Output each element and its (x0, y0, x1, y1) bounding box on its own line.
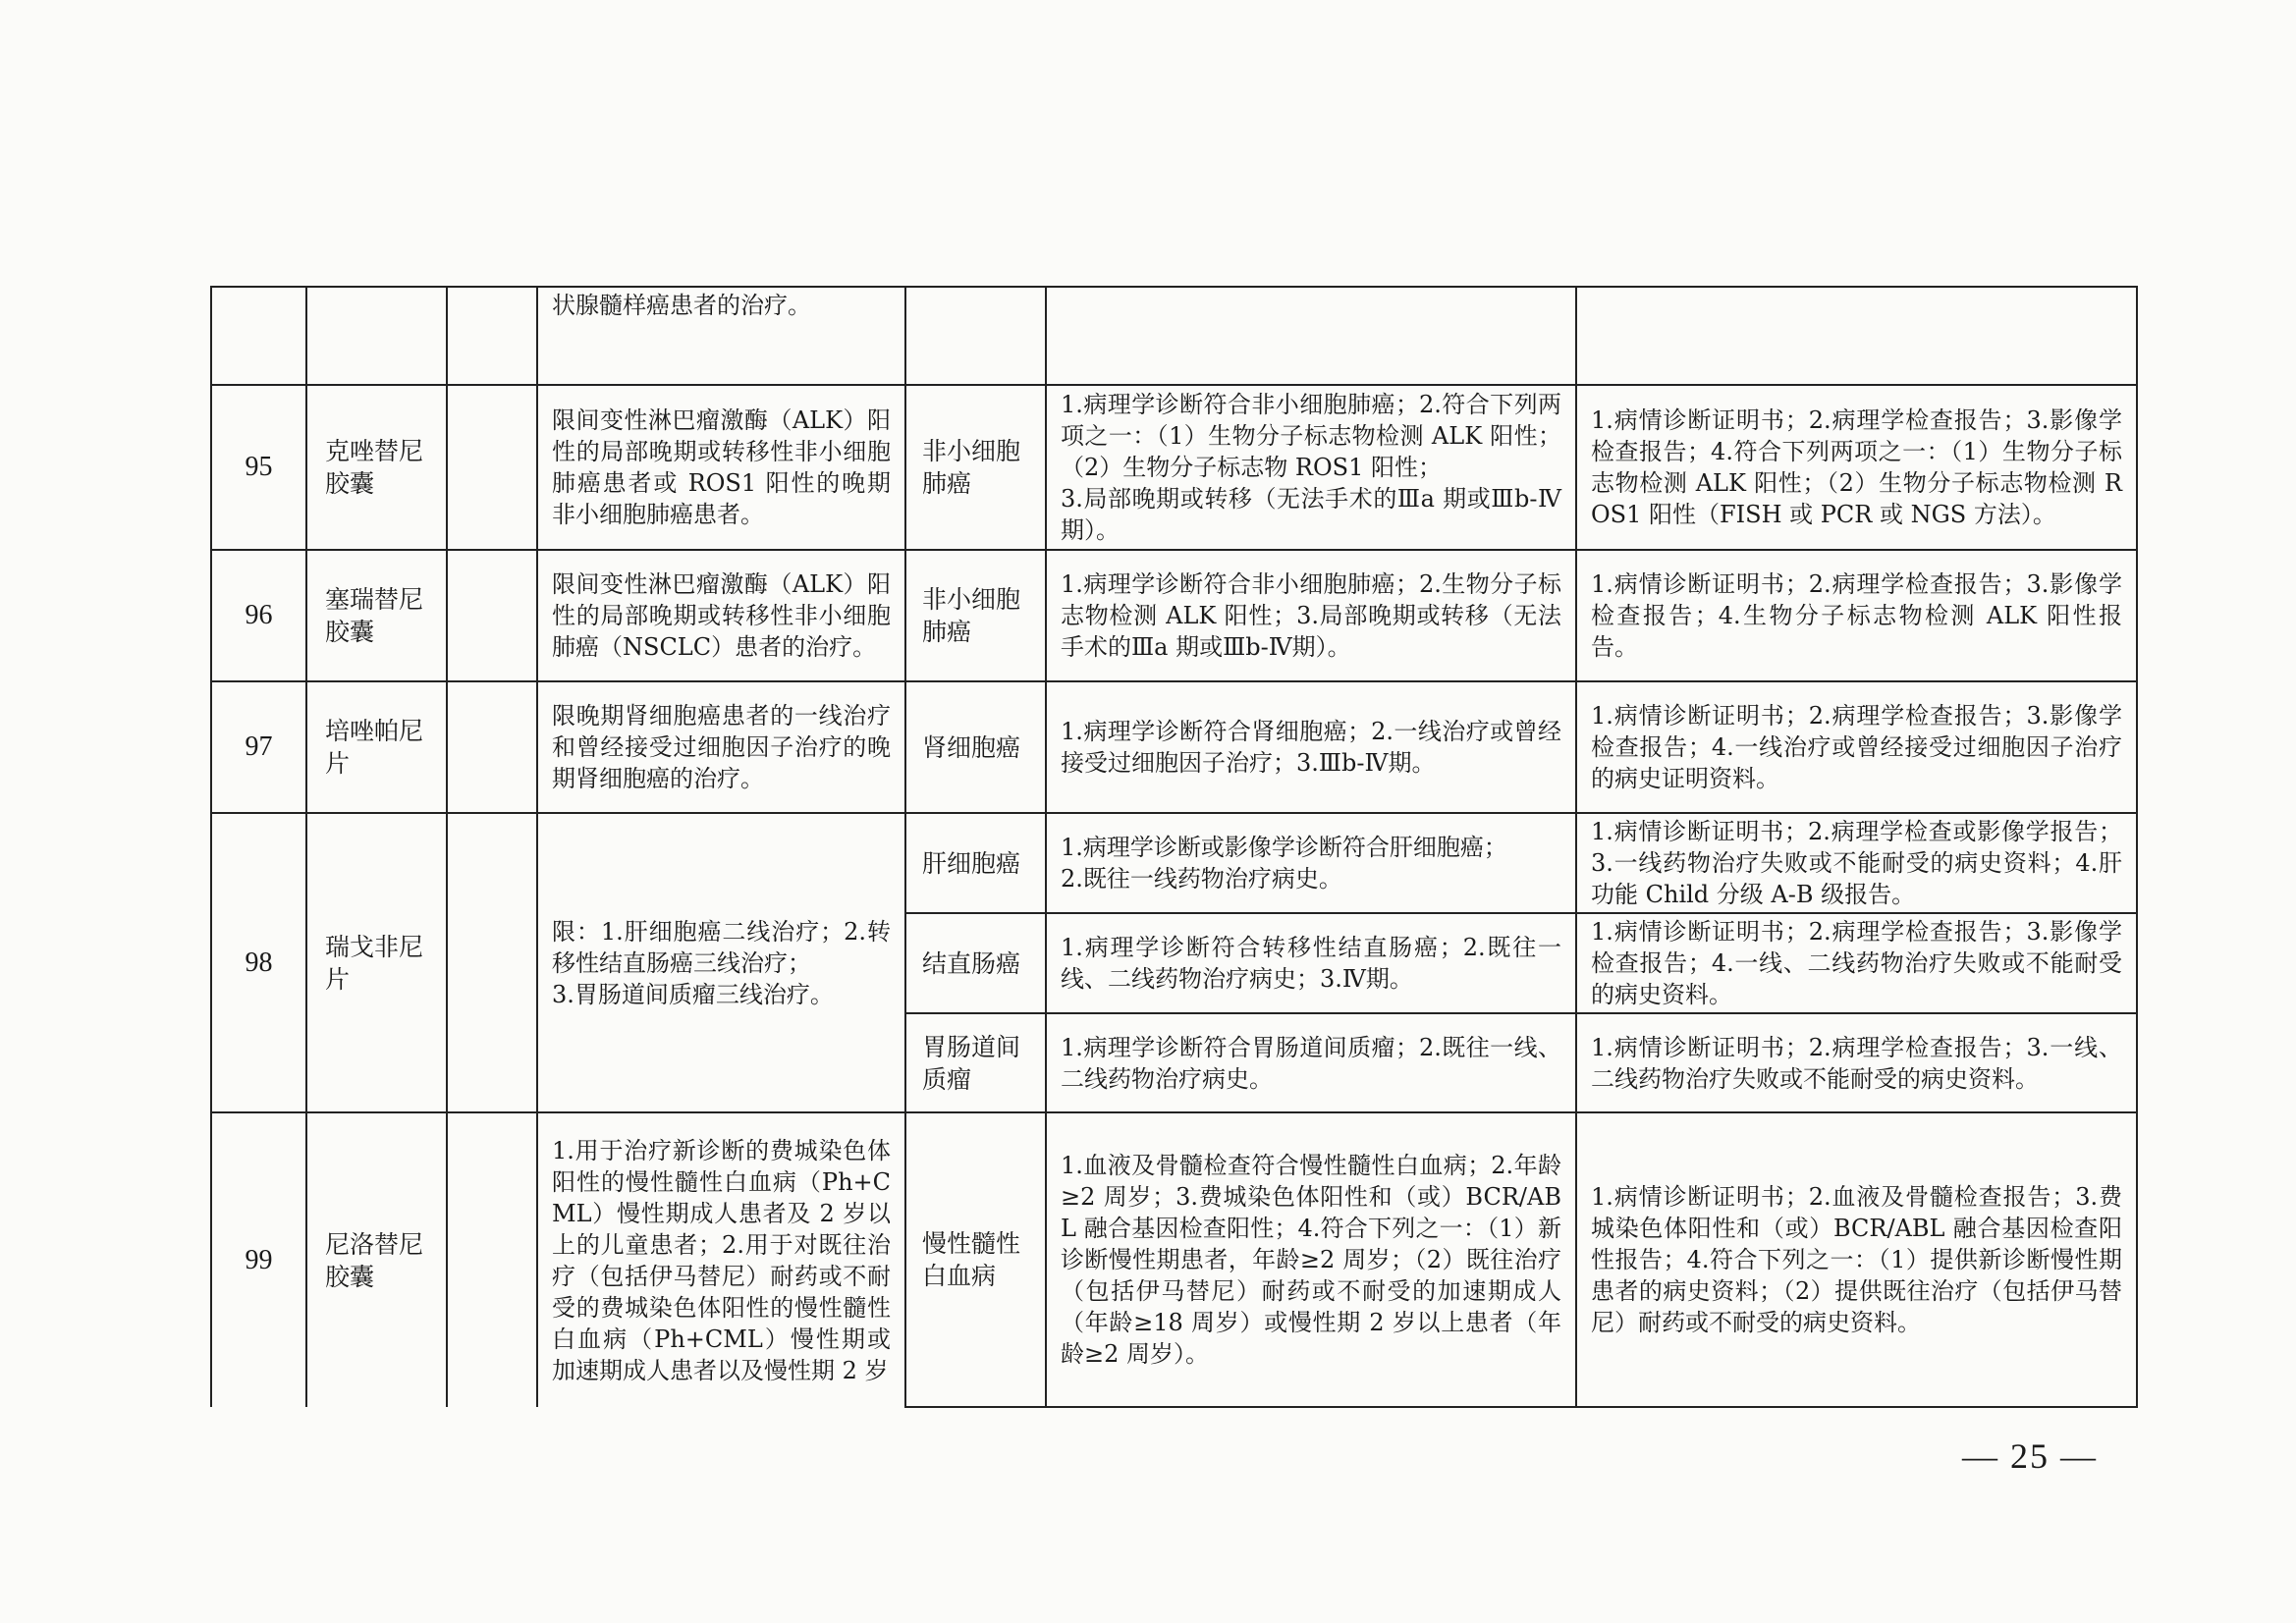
drug-name: 培唑帕尼 片 (325, 717, 424, 778)
number-cell (211, 287, 306, 385)
blank-cell (447, 1112, 537, 1407)
materials-cell (1576, 1013, 2137, 1112)
criteria-cell (1046, 913, 1576, 1013)
criteria-cell (1046, 287, 1576, 385)
criteria-cell (1046, 385, 1576, 550)
table-row-continued (211, 287, 2137, 385)
restriction-text: 限间变性淋巴瘤激酶（ALK）阳性的局部晚期或转移性非小细胞肺癌（NSCLC）患者的治疗。 (552, 570, 891, 661)
drug-name-cell (306, 813, 447, 1112)
drug-name: 瑞戈非尼 片 (325, 932, 424, 994)
materials-text: 1.病情诊断证明书；2.病理学检查报告；3.影像学检查报告；4.生物分子标志物检测 ALK 阳性报告。 (1591, 570, 2122, 661)
disease-name: 肝细胞癌 (922, 848, 1021, 878)
disease-cell (905, 550, 1046, 681)
drug-name-cell (306, 385, 447, 550)
blank-cell (447, 287, 537, 385)
restriction-text: 限：1.肝细胞癌二线治疗；2.转移性结直肠癌三线治疗； 3.胃肠道间质瘤三线治疗。 (552, 917, 891, 1008)
drug-name-cell (306, 287, 447, 385)
criteria-text: 1.病理学诊断符合非小细胞肺癌；2.符合下列两项之一：（1）生物分子标志物检测 ALK 阳性；（2）生物分子标志物 ROS1 阳性； 3.局部晚期或转移（无法手术的Ⅲa 期或Ⅲb-Ⅳ期）。 (1061, 391, 1561, 544)
materials-cell (1576, 913, 2137, 1013)
drug-name-cell (306, 1112, 447, 1407)
restriction-text: 限间变性淋巴瘤激酶（ALK）阳性的局部晚期或转移性非小细胞肺癌患者或 ROS1 阳性的晚期非小细胞肺癌患者。 (552, 406, 891, 528)
materials-text: 1.病情诊断证明书；2.病理学检查报告；3.影像学检查报告；4.一线治疗或曾经接受过细胞因子治疗的病史证明资料。 (1591, 702, 2122, 792)
materials-cell (1576, 550, 2137, 681)
restriction-cell (537, 385, 905, 550)
materials-cell (1576, 681, 2137, 813)
drug-name: 尼洛替尼 胶囊 (325, 1229, 424, 1291)
criteria-cell (1046, 1112, 1576, 1407)
drug-name-cell (306, 550, 447, 681)
restriction-cell (537, 813, 905, 1112)
materials-text: 1.病情诊断证明书；2.血液及骨髓检查报告；3.费城染色体阳性和（或）BCR/ABL 融合基因检查阳性报告；4.符合下列之一：（1）提供新诊断慢性期患者的病史资料；（2）提供既往治疗（包括伊马替尼）耐药或不耐受的病史资料。 (1591, 1183, 2122, 1336)
disease-cell (905, 913, 1046, 1013)
materials-cell (1576, 385, 2137, 550)
drug-name: 克唑替尼 胶囊 (325, 437, 424, 498)
disease-name: 慢性髓性 白血病 (922, 1229, 1021, 1290)
table-row (211, 813, 2137, 913)
row-number: 99 (211, 1112, 306, 1407)
restriction-text: 1.用于治疗新诊断的费城染色体阳性的慢性髓性白血病（Ph+CML）慢性期成人患者及 2 岁以上的儿童患者；2.用于对既往治疗（包括伊马替尼）耐药或不耐受的费城染色体阳性的慢性髓性白血病（Ph+CML）慢性期或加速期成人患者以及慢性期 2 岁 (552, 1136, 891, 1384)
criteria-text: 1.病理学诊断符合转移性结直肠癌；2.既往一线、二线药物治疗病史；3.Ⅳ期。 (1061, 934, 1561, 993)
blank-cell (447, 813, 537, 1112)
materials-cell (1576, 1112, 2137, 1407)
blank-cell (447, 681, 537, 813)
blank-cell (447, 385, 537, 550)
blank-cell (447, 550, 537, 681)
drug-name: 塞瑞替尼 胶囊 (325, 585, 424, 646)
disease-cell (905, 813, 1046, 913)
criteria-text: 1.病理学诊断符合非小细胞肺癌；2.生物分子标志物检测 ALK 阳性；3.局部晚期或转移（无法手术的Ⅲa 期或Ⅲb-Ⅳ期）。 (1061, 570, 1561, 661)
restriction-cell (537, 550, 905, 681)
materials-text: 1.病情诊断证明书；2.病理学检查报告；3.影像学检查报告；4.一线、二线药物治疗失败或不能耐受的病史资料。 (1591, 918, 2122, 1008)
criteria-text: 1.病理学诊断符合肾细胞癌；2.一线治疗或曾经接受过细胞因子治疗；3.Ⅲb-Ⅳ期。 (1061, 718, 1561, 777)
row-number: 95 (211, 385, 306, 550)
criteria-text: 1.病理学诊断符合胃肠道间质瘤；2.既往一线、二线药物治疗病史。 (1061, 1033, 1561, 1093)
disease-name: 非小细胞 肺癌 (922, 585, 1021, 646)
table-row (211, 385, 2137, 550)
disease-cell (905, 681, 1046, 813)
materials-text: 1.病情诊断证明书；2.病理学检查或影像学报告；3.一线药物治疗失败或不能耐受的病史资料；4.肝功能 Child 分级 A-B 级报告。 (1591, 818, 2122, 908)
disease-cell (905, 385, 1046, 550)
criteria-cell (1046, 550, 1576, 681)
criteria-text: 1.病理学诊断或影像学诊断符合肝细胞癌； 2.既往一线药物治疗病史。 (1061, 834, 1507, 893)
disease-name: 非小细胞 肺癌 (922, 437, 1021, 498)
page-number: — 25 — (1962, 1436, 2098, 1476)
restriction-cell (537, 287, 905, 385)
row-number: 97 (211, 681, 306, 813)
materials-cell (1576, 813, 2137, 913)
row-number: 98 (211, 813, 306, 1112)
criteria-cell (1046, 1013, 1576, 1112)
drug-name-cell (306, 681, 447, 813)
table-row (211, 1112, 2137, 1407)
drug-table-container (210, 286, 2138, 1408)
materials-cell (1576, 287, 2137, 385)
criteria-cell (1046, 681, 1576, 813)
table-row (211, 681, 2137, 813)
table-row (211, 550, 2137, 681)
disease-name: 结直肠癌 (922, 948, 1021, 978)
page-number-value: 25 (2010, 1436, 2050, 1476)
restriction-text: 状腺髓样癌患者的治疗。 (552, 292, 811, 319)
materials-text: 1.病情诊断证明书；2.病理学检查报告；3.影像学检查报告；4.符合下列两项之一：（1）生物分子标志物检测 ALK 阳性；（2）生物分子标志物检测 ROS1 阳性（FISH 或 PCR 或 NGS 方法）。 (1591, 406, 2122, 528)
drug-restriction-table (210, 286, 2138, 1408)
row-number: 96 (211, 550, 306, 681)
restriction-text: 限晚期肾细胞癌患者的一线治疗和曾经接受过细胞因子治疗的晚期肾细胞癌的治疗。 (552, 702, 891, 792)
criteria-cell (1046, 813, 1576, 913)
materials-text: 1.病情诊断证明书；2.病理学检查报告；3.一线、二线药物治疗失败或不能耐受的病史资料。 (1591, 1033, 2122, 1093)
disease-cell (905, 1112, 1046, 1407)
disease-cell (905, 1013, 1046, 1112)
restriction-cell (537, 1112, 905, 1407)
disease-name: 肾细胞癌 (922, 732, 1021, 762)
restriction-cell (537, 681, 905, 813)
disease-name: 胃肠道间 质瘤 (922, 1032, 1021, 1094)
disease-cell (905, 287, 1046, 385)
criteria-text: 1.血液及骨髓检查符合慢性髓性白血病；2.年龄≥2 周岁；3.费城染色体阳性和（或）BCR/ABL 融合基因检查阳性；4.符合下列之一：（1）新诊断慢性期患者，年龄≥2 周岁；（2）既往治疗（包括伊马替尼）耐药或不耐受的加速期成人（年龄≥18 周岁）或慢性期 2 岁以上患者（年龄≥2 周岁）。 (1061, 1152, 1561, 1368)
